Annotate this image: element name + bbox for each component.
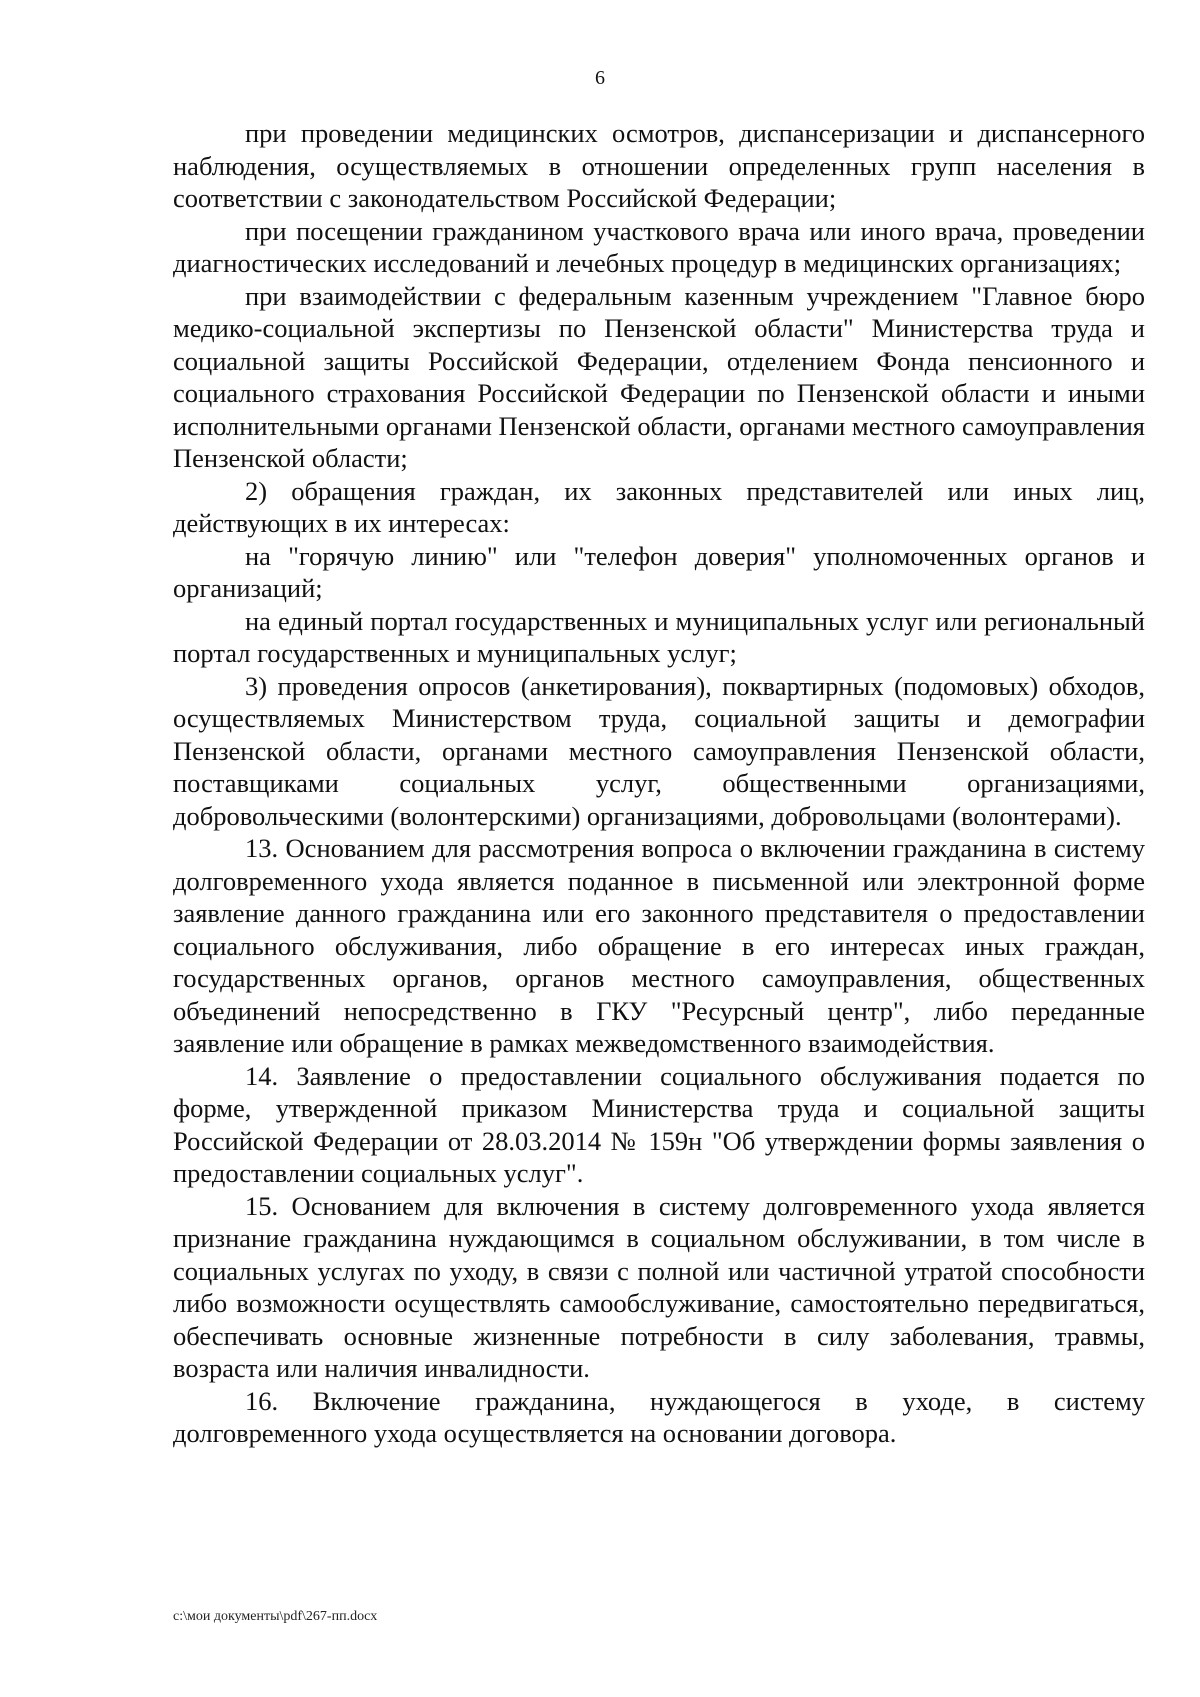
document-body [173, 117, 1145, 1450]
paragraph-section-13: 13. Основанием для рассмотрения вопроса о включении гражданина в систему долговременного ухода является поданное в письменной или электронной форме заявление данного гражданина или его законного представителя о предоставлении социального обслуживания, либо обращение в его интересах иных граждан, государственных органов, органов местного самоуправления, общественных объединений непосредственно в ГКУ "Ресурсный центр", либо переданные заявление или обращение в рамках межведомственного взаимодействия. [173, 833, 1145, 1058]
paragraph-doctor-visits: при посещении гражданином участкового врача или иного врача, проведении диагностических исследований и лечебных процедур в медицинских организациях; [173, 215, 1145, 278]
paragraph-hotline: на "горячую линию" или "телефон доверия" уполномоченных органов и организаций; [173, 540, 1145, 603]
paragraph-section-15: 15. Основанием для включения в систему долговременного ухода является признание гражданина нуждающимся в социальном обслуживании, в том числе в социальных услугах по уходу, в связи с полной или частичной утратой способности либо возможности осуществлять самообслуживание, самостоятельно передвигаться, обеспечивать основные жизненные потребности в силу заболевания, травмы, возраста или наличия инвалидности. [173, 1190, 1145, 1383]
paragraph-public-services-portal: на единый портал государственных и муниципальных услуг или региональный портал государственных и муниципальных услуг; [173, 605, 1145, 668]
footer-file-path: c:\мои документы\pdf\267-пп.docx [173, 1609, 378, 1624]
page-number: 6 [595, 67, 605, 89]
paragraph-item-2-appeals: 2) обращения граждан, их законных представителей или иных лиц, действующих в их интересах: [173, 475, 1145, 538]
paragraph-section-16: 16. Включение гражданина, нуждающегося в уходе, в систему долговременного ухода осуществляется на основании договора. [173, 1385, 1145, 1448]
paragraph-item-3-surveys: 3) проведения опросов (анкетирования), поквартирных (подомовых) обходов, осуществляемых Министерством труда, социальной защиты и демографии Пензенской области, органами местного самоуправления Пензенской области, поставщиками социальных услуг, общественными организациями, добровольческими (волонтерскими) организациями, добровольцами (волонтерами). [173, 670, 1145, 831]
paragraph-medical-checkups: при проведении медицинских осмотров, диспансеризации и диспансерного наблюдения, осуществляемых в отношении определенных групп населения в соответствии с законодательством Российской Федерации; [173, 118, 1145, 213]
paragraph-interagency-interaction: при взаимодействии с федеральным казенным учреждением "Главное бюро медико-социальной экспертизы по Пензенской области" Министерства труда и социальной защиты Российской Федерации, отделением Фонда пенсионного и социального страхования Российской Федерации по Пензенской области и иными исполнительными органами Пензенской области, органами местного самоуправления Пензенской области; [173, 280, 1145, 473]
paragraph-section-14: 14. Заявление о предоставлении социального обслуживания подается по форме, утвержденной приказом Министерства труда и социальной защиты Российской Федерации от 28.03.2014 № 159н "Об утверждении формы заявления о предоставлении социальных услуг". [173, 1060, 1145, 1188]
